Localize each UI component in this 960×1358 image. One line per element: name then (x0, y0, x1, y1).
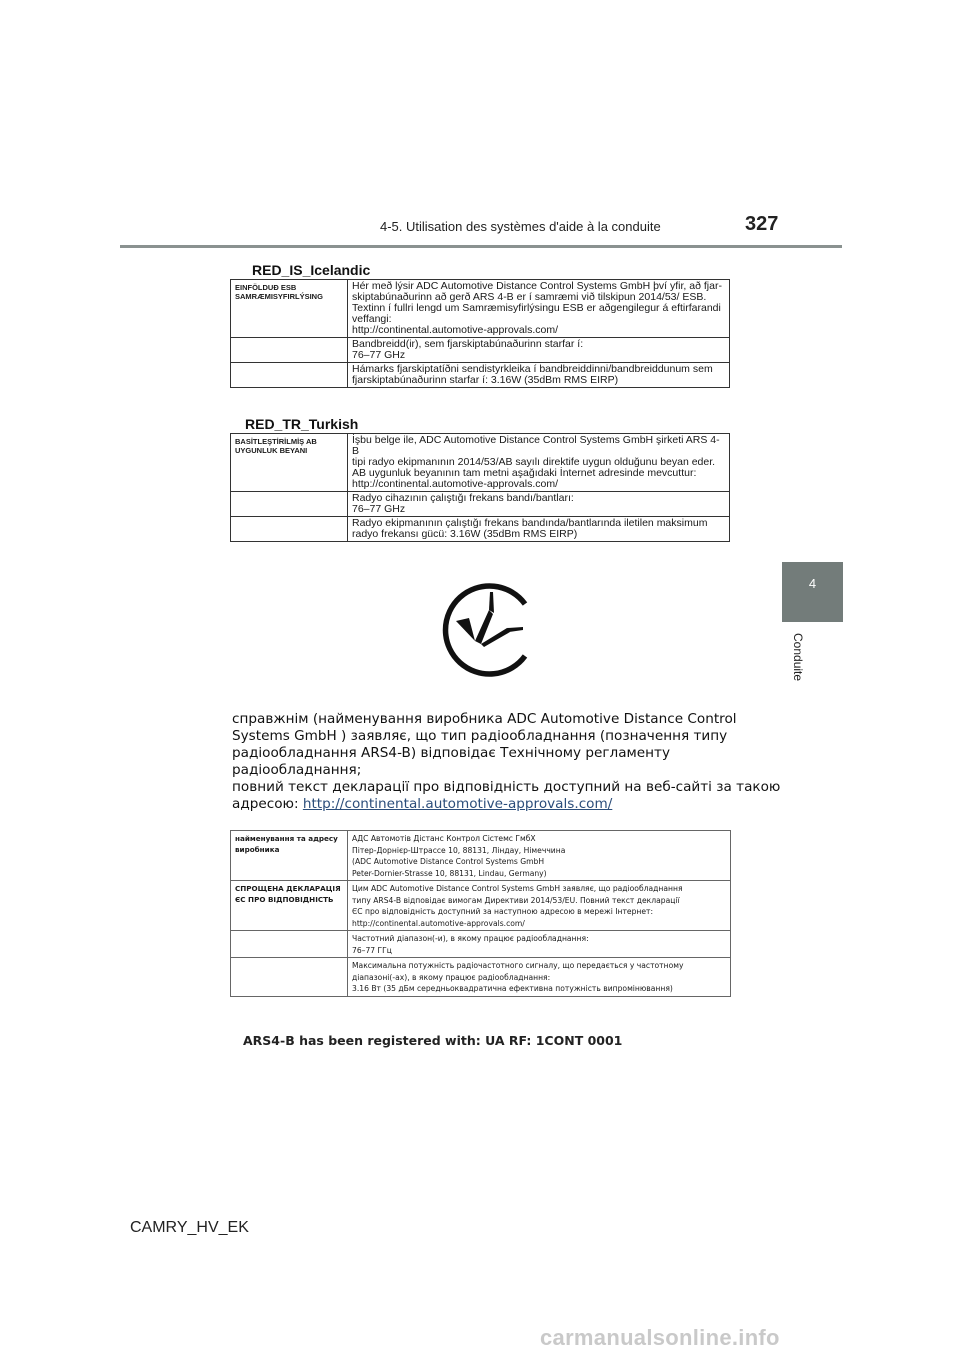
text-line: повний текст декларації про відповідність доступний на веб-сайті за такою (232, 779, 781, 795)
ukrainian-declaration-text (232, 711, 781, 813)
declaration-value-cell (348, 280, 730, 338)
text-line: радіообладнання; (232, 762, 362, 778)
site-watermark: carmanualsonline.info (540, 1325, 780, 1350)
value-line: http://continental.automotive-approvals.com/ (352, 478, 559, 490)
page-number: 327 (745, 213, 779, 235)
table-row (231, 492, 730, 517)
frequency-band-cell (348, 338, 730, 363)
value-line: 3.16 Вт (35 дБм середньоквадратична ефективна потужність випромінювання) (352, 984, 673, 993)
declaration-value-cell (348, 881, 731, 931)
model-code: CAMRY_HV_EK (130, 1219, 249, 1236)
registration-note: ARS4-B has been registered with: UA RF: 1CONT 0001 (243, 1033, 623, 1048)
text-line: справжнім (найменування виробника ADC Automotive Distance Control (232, 711, 737, 727)
value-line: Максимальна потужність радіочастотного сигналу, що передається у частотному (352, 961, 684, 970)
value-line: ЄС про відповідність доступний за наступною адресою в мережі Інтернет: (352, 907, 654, 916)
declaration-value-cell (348, 434, 730, 492)
manufacturer-value-cell (348, 831, 731, 881)
empty-key-cell (231, 958, 348, 997)
value-line: tipi radyo ekipmanının 2014/53/AB sayılı direktife uygun olduğunu beyan eder. (352, 456, 716, 468)
icelandic-title: RED_IS_Icelandic (252, 262, 371, 278)
table-row (231, 280, 730, 338)
section-title: 4-5. Utilisation des systèmes d'aide à la conduite (380, 219, 661, 234)
turkish-declaration-table (230, 433, 730, 542)
empty-key-cell (231, 931, 348, 958)
table-row (231, 363, 730, 388)
text-line: Systems GmbH ) заявляє, що тип радіообладнання (позначення типу (232, 728, 728, 744)
value-line: Цим ADC Automotive Distance Control Systems GmbH заявляє, що радіообладнання (352, 884, 683, 893)
value-line: (ADC Automotive Distance Control Systems GmbH (352, 857, 545, 866)
max-power-cell (348, 958, 731, 997)
empty-key-cell (231, 492, 348, 517)
manufacturer-key-cell (231, 831, 348, 881)
key-line: EINFÖLDUÐ ESB (235, 283, 297, 292)
text-line-with-link (232, 796, 752, 813)
table-row (231, 958, 731, 997)
key-line: BASİTLEŞTİRİLMİŞ AB (235, 437, 317, 446)
ukrainian-declaration-table (230, 830, 731, 997)
value-line: skiptabúnaðurinn að gerð ARS 4-B er í samræmi við tilskipun 2014/53/ ESB. (352, 291, 707, 303)
max-power-cell (348, 517, 730, 542)
value-line: veffangi: (352, 313, 392, 325)
table-row (231, 831, 731, 881)
value-line: 76–77 GHz (352, 503, 406, 515)
value-line: 76–77 ГГц (352, 945, 392, 955)
text-line: радіообладнання ARS4-B) відповідає Технічному регламенту (232, 745, 670, 761)
value-line: Hér með lýsir ADC Automotive Distance Control Systems GmbH því yfir, að fjar- (352, 280, 722, 292)
declaration-key-cell (231, 881, 348, 931)
header-divider (120, 245, 842, 248)
declaration-key-cell (231, 434, 348, 492)
key-line: SAMRÆMISYFIRLÝSING (235, 292, 323, 301)
value-line: Textinn í fullri lengd um Samræmisyfirlýsingu ESB er aðgengilegur á eftirfarandi (352, 302, 721, 314)
table-row (231, 434, 730, 492)
icelandic-declaration-table (230, 279, 730, 388)
key-line: виробника (235, 844, 280, 854)
chapter-tab (782, 562, 843, 622)
value-line: Radyo ekipmanının çalıştığı frekans bandında/bantlarında iletilen maksimum (352, 517, 708, 529)
approvals-link[interactable]: http://continental.automotive-approvals.com/ (302, 796, 613, 812)
frequency-band-cell (348, 931, 731, 958)
declaration-key-cell (231, 280, 348, 338)
chapter-label: Conduite (791, 633, 805, 682)
value-line: Пітер-Дорнієр-Штрассе 10, 88131, Ліндау, Німеччина (352, 845, 566, 855)
empty-key-cell (231, 517, 348, 542)
key-line: СПРОЩЕНА ДЕКЛАРАЦІЯ (235, 884, 341, 893)
ukrainian-conformity-mark-icon (427, 580, 547, 680)
chapter-number: 4 (808, 576, 817, 591)
key-line: ЄС ПРО ВІДПОВІДНІСТЬ (235, 894, 334, 904)
turkish-title: RED_TR_Turkish (245, 416, 359, 432)
max-power-cell (348, 363, 730, 388)
table-row (231, 338, 730, 363)
empty-key-cell (231, 363, 348, 388)
value-line: fjarskiptabúnaðurinn starfar í: 3.16W (35dBm RMS EIRP) (352, 374, 619, 386)
value-line: radyo frekansı gücü: 3.16W (35dBm RMS EIRP) (352, 528, 578, 540)
value-line: http://continental.automotive-approvals.com/ (352, 918, 525, 928)
value-line: AB uygunluk beyanının tam metni aşağıdaki İnternet adresinde mevcuttur: (352, 467, 697, 479)
value-line: Peter-Dornier-Strasse 10, 88131, Lindau, Germany) (352, 868, 547, 878)
table-row (231, 881, 731, 931)
value-line: діапазоні(-ах), в якому працює радіообладнання: (352, 972, 551, 982)
table-row (231, 931, 731, 958)
value-line: http://continental.automotive-approvals.com/ (352, 324, 559, 336)
key-line: найменування та адресу (235, 834, 338, 843)
address-prefix: адресою: (232, 796, 303, 812)
value-line: АДС Автомотів Дістанс Контрол Сістемс ГмбХ (352, 834, 536, 843)
value-line: Radyo cihazının çalıştığı frekans bandı/bantları: (352, 492, 574, 504)
key-line: UYGUNLUK BEYANI (235, 446, 308, 455)
table-row (231, 517, 730, 542)
value-line: Частотний діапазон(-и), в якому працює радіообладнання: (352, 934, 589, 943)
value-line: Bandbreidd(ir), sem fjarskiptabúnaðurinn starfar í: (352, 338, 584, 350)
empty-key-cell (231, 338, 348, 363)
frequency-band-cell (348, 492, 730, 517)
value-line: Hámarks fjarskiptatíðni sendistyrkleika í bandbreiddinni/bandbreiddunum sem (352, 363, 713, 375)
value-line: 76–77 GHz (352, 349, 406, 361)
value-line: İşbu belge ile, ADC Automotive Distance Control Systems GmbH şirketi ARS 4-B (352, 434, 720, 457)
value-line: типу ARS4-B відповідає вимогам Директиви 2014/53/EU. Повний текст декларації (352, 895, 680, 905)
chapter-label-container (780, 633, 844, 713)
